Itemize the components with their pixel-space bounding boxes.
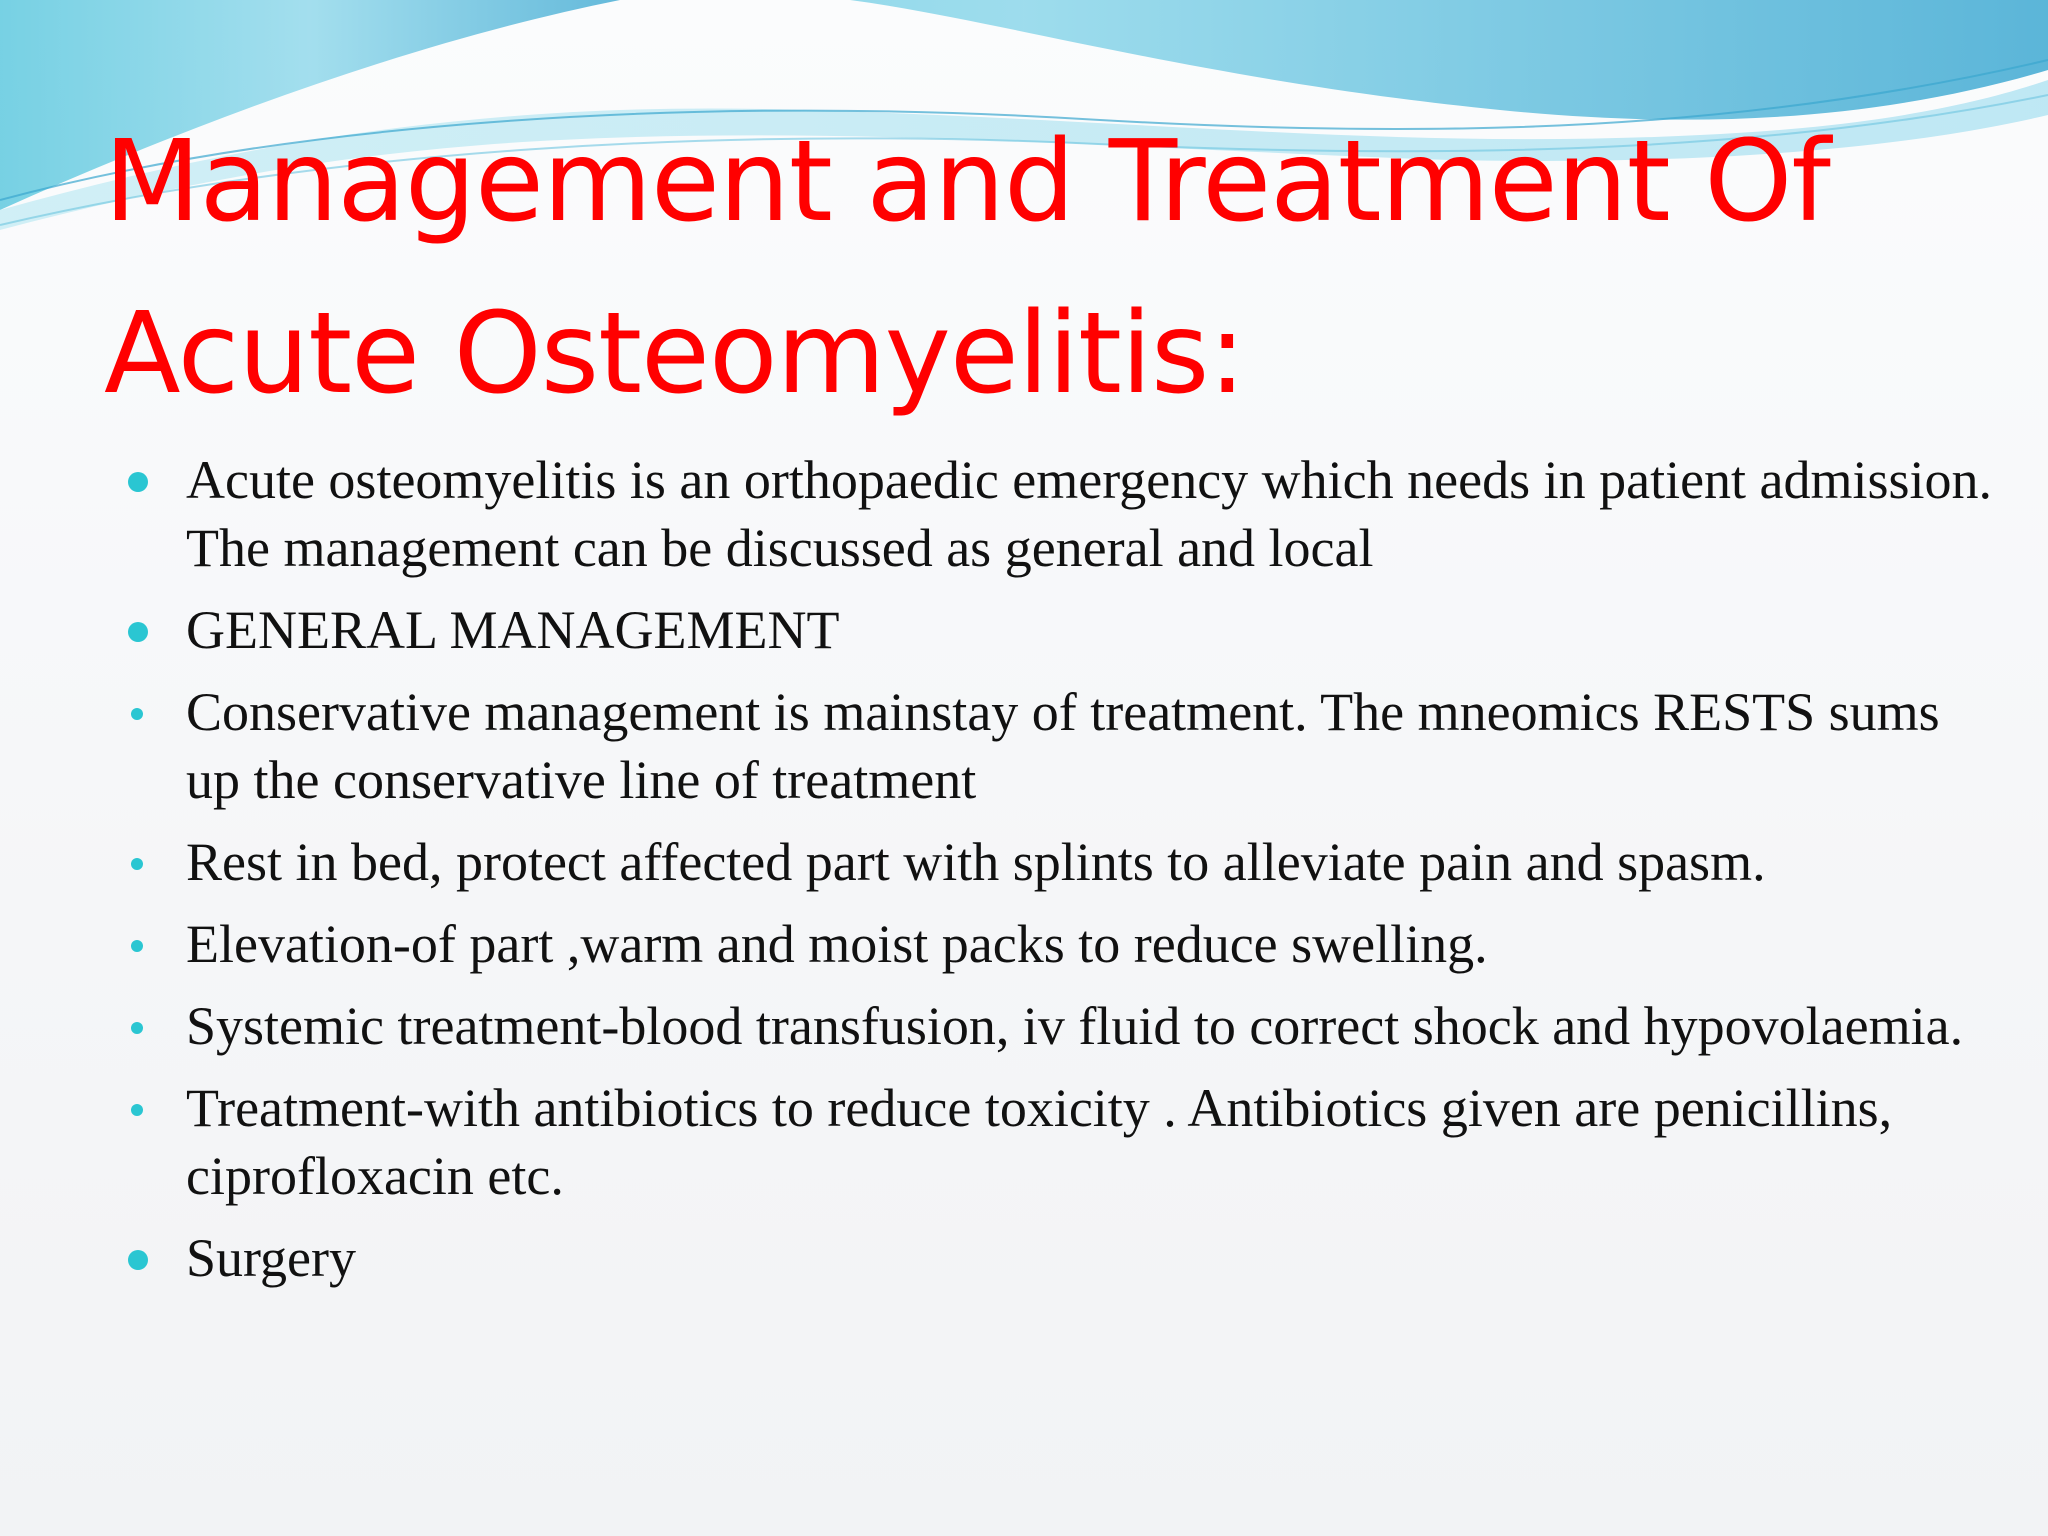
bullet-text: Rest in bed, protect affected part with splints to alleviate pain and spasm.: [186, 832, 1766, 892]
bullet-dot-icon: [131, 1104, 143, 1116]
bullet-dot-icon: [131, 940, 143, 952]
bullet-item: [124, 828, 2004, 896]
bullet-text: GENERAL MANAGEMENT: [186, 600, 840, 660]
bullet-item: [124, 1074, 2004, 1210]
bullet-text: Systemic treatment-blood transfusion, iv fluid to correct shock and hypovolaemia.: [186, 996, 1964, 1056]
bullet-item: [124, 596, 2004, 664]
bullet-text: Surgery: [186, 1228, 356, 1288]
bullet-dot-icon: [128, 1250, 148, 1270]
slide-title-line-1: Management and Treatment Of: [104, 117, 1830, 247]
bullet-item: [124, 1224, 2004, 1292]
bullet-list: [124, 446, 2004, 1306]
bullet-item: [124, 678, 2004, 814]
bullet-text: Treatment-with antibiotics to reduce toxicity . Antibiotics given are penicillins, ciprofloxacin etc.: [186, 1078, 1893, 1206]
bullet-dot-icon: [131, 858, 143, 870]
slide-title: [104, 96, 1984, 440]
bullet-dot-icon: [131, 708, 143, 720]
bullet-text: Elevation-of part ,warm and moist packs to reduce swelling.: [186, 914, 1488, 974]
bullet-dot-icon: [131, 1022, 143, 1034]
bullet-item: [124, 992, 2004, 1060]
bullet-item: [124, 446, 2004, 582]
bullet-text: Conservative management is mainstay of treatment. The mneomics RESTS sums up the conservative line of treatment: [186, 682, 1940, 810]
bullet-text: Acute osteomyelitis is an orthopaedic emergency which needs in patient admission. The management can be discussed as general and local: [186, 450, 1993, 578]
bullet-dot-icon: [128, 472, 148, 492]
slide-title-line-2: Acute Osteomyelitis:: [104, 289, 1246, 419]
bullet-dot-icon: [128, 622, 148, 642]
bullet-item: [124, 910, 2004, 978]
